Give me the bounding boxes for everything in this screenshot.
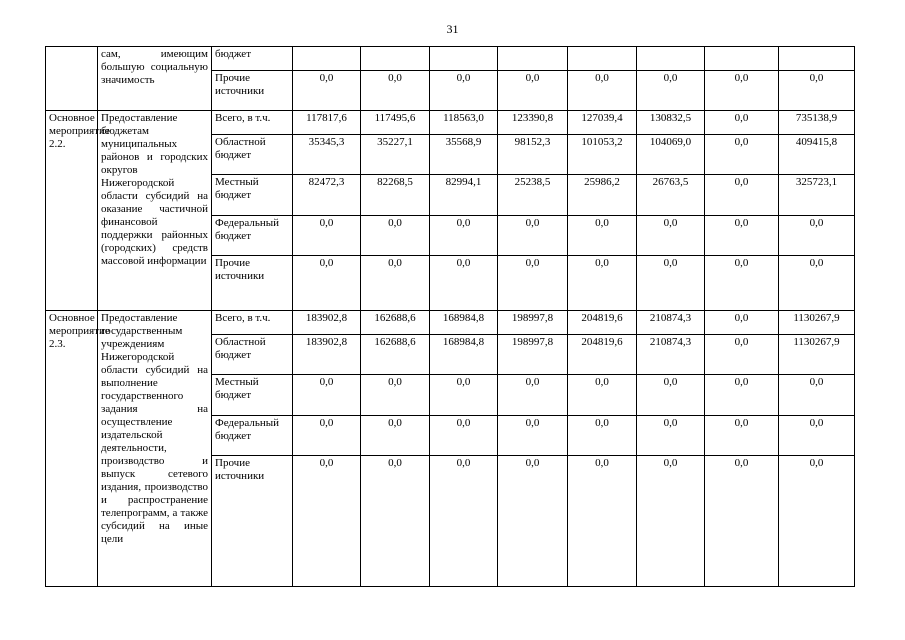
- value-cell: 82268,5: [361, 175, 430, 216]
- value-cell: 0,0: [361, 71, 430, 111]
- value-cell: 0,0: [637, 71, 705, 111]
- value-cell: 0,0: [568, 375, 637, 416]
- value-cell: [705, 47, 779, 71]
- value-cell: 0,0: [361, 456, 430, 587]
- value-cell: 168984,8: [430, 335, 498, 375]
- value-cell: 204819,6: [568, 335, 637, 375]
- value-cell: 0,0: [637, 416, 705, 456]
- value-cell: 0,0: [498, 216, 568, 256]
- value-cell: 0,0: [705, 375, 779, 416]
- value-cell: 0,0: [568, 456, 637, 587]
- value-cell: 0,0: [430, 375, 498, 416]
- value-cell: 26763,5: [637, 175, 705, 216]
- value-cell: [498, 47, 568, 71]
- value-cell: 0,0: [498, 71, 568, 111]
- value-cell: 0,0: [498, 456, 568, 587]
- funding-source-cell: Местный бюджет: [212, 375, 293, 416]
- measure-code-cell: Основное мероприятие 2.2.: [46, 111, 98, 311]
- value-cell: 0,0: [293, 71, 361, 111]
- value-cell: 0,0: [705, 335, 779, 375]
- value-cell: 0,0: [361, 416, 430, 456]
- value-cell: 35568,9: [430, 135, 498, 175]
- page-number: 31: [446, 22, 459, 36]
- value-cell: 0,0: [568, 216, 637, 256]
- value-cell: 735138,9: [779, 111, 855, 135]
- value-cell: [361, 47, 430, 71]
- value-cell: 198997,8: [498, 335, 568, 375]
- value-cell: 0,0: [705, 216, 779, 256]
- value-cell: 0,0: [568, 416, 637, 456]
- value-cell: 0,0: [498, 256, 568, 311]
- measure-description-cell: Предоставление государственным учреждениям Нижегородской области субсидий на выполнение государственного задания на осуществление издательской деятельности, производство и выпуск сетевого издания, производство и распространение телепрограмм, а также субсидий на иные цели: [98, 311, 212, 587]
- value-cell: [637, 47, 705, 71]
- value-cell: 198997,8: [498, 311, 568, 335]
- value-cell: 127039,4: [568, 111, 637, 135]
- value-cell: 0,0: [293, 456, 361, 587]
- value-cell: 0,0: [430, 216, 498, 256]
- funding-source-cell: Областной бюджет: [212, 135, 293, 175]
- value-cell: 118563,0: [430, 111, 498, 135]
- value-cell: 0,0: [705, 175, 779, 216]
- value-cell: 0,0: [705, 311, 779, 335]
- funding-source-cell: Всего, в т.ч.: [212, 111, 293, 135]
- value-cell: 0,0: [779, 456, 855, 587]
- value-cell: 117817,6: [293, 111, 361, 135]
- funding-source-cell: Всего, в т.ч.: [212, 311, 293, 335]
- value-cell: [430, 47, 498, 71]
- table-row: [46, 111, 855, 135]
- value-cell: 0,0: [293, 216, 361, 256]
- value-cell: 0,0: [293, 416, 361, 456]
- value-cell: 0,0: [293, 375, 361, 416]
- value-cell: 0,0: [705, 256, 779, 311]
- value-cell: 0,0: [779, 416, 855, 456]
- value-cell: 117495,6: [361, 111, 430, 135]
- funding-source-cell: Прочие источники: [212, 256, 293, 311]
- value-cell: 0,0: [361, 256, 430, 311]
- value-cell: [293, 47, 361, 71]
- table-row: [46, 311, 855, 335]
- value-cell: 104069,0: [637, 135, 705, 175]
- value-cell: 82472,3: [293, 175, 361, 216]
- value-cell: 98152,3: [498, 135, 568, 175]
- value-cell: 0,0: [705, 135, 779, 175]
- value-cell: 0,0: [637, 256, 705, 311]
- value-cell: 0,0: [293, 256, 361, 311]
- value-cell: 0,0: [779, 375, 855, 416]
- value-cell: 101053,2: [568, 135, 637, 175]
- value-cell: 25986,2: [568, 175, 637, 216]
- value-cell: 0,0: [498, 416, 568, 456]
- value-cell: 82994,1: [430, 175, 498, 216]
- value-cell: 0,0: [705, 71, 779, 111]
- measure-code-cell: Основное мероприятие 2.3.: [46, 311, 98, 587]
- value-cell: 0,0: [430, 416, 498, 456]
- value-cell: 162688,6: [361, 311, 430, 335]
- value-cell: 0,0: [779, 256, 855, 311]
- value-cell: 0,0: [430, 456, 498, 587]
- value-cell: 0,0: [361, 216, 430, 256]
- value-cell: 210874,3: [637, 335, 705, 375]
- value-cell: 325723,1: [779, 175, 855, 216]
- funding-source-cell: Федеральный бюджет: [212, 216, 293, 256]
- funding-source-cell: Прочие источники: [212, 71, 293, 111]
- measure-code-cell: [46, 47, 98, 111]
- value-cell: 0,0: [637, 375, 705, 416]
- value-cell: 1130267,9: [779, 335, 855, 375]
- measure-description-cell: Предоставление бюджетам муниципальных районов и городских округов Нижегородской области субсидий на оказание частичной финансовой поддержки районных (городских) средств массовой информации: [98, 111, 212, 311]
- value-cell: 0,0: [705, 456, 779, 587]
- budget-table: [45, 46, 855, 587]
- funding-source-cell: Областной бюджет: [212, 335, 293, 375]
- value-cell: 0,0: [637, 456, 705, 587]
- table-row: [46, 47, 855, 71]
- value-cell: 0,0: [705, 111, 779, 135]
- value-cell: 0,0: [498, 375, 568, 416]
- value-cell: 0,0: [637, 216, 705, 256]
- value-cell: 162688,6: [361, 335, 430, 375]
- value-cell: 35227,1: [361, 135, 430, 175]
- value-cell: 0,0: [568, 256, 637, 311]
- value-cell: 0,0: [430, 256, 498, 311]
- value-cell: 210874,3: [637, 311, 705, 335]
- value-cell: 183902,8: [293, 335, 361, 375]
- value-cell: 409415,8: [779, 135, 855, 175]
- funding-source-cell: Федеральный бюджет: [212, 416, 293, 456]
- funding-source-cell: Прочие источники: [212, 456, 293, 587]
- value-cell: 0,0: [705, 416, 779, 456]
- value-cell: 0,0: [361, 375, 430, 416]
- value-cell: 25238,5: [498, 175, 568, 216]
- value-cell: 168984,8: [430, 311, 498, 335]
- value-cell: 123390,8: [498, 111, 568, 135]
- funding-source-cell: бюджет: [212, 47, 293, 71]
- value-cell: [568, 47, 637, 71]
- value-cell: 0,0: [779, 216, 855, 256]
- measure-description-cell: сам, имеющим большую социальную значимость: [98, 47, 212, 111]
- value-cell: 1130267,9: [779, 311, 855, 335]
- value-cell: 183902,8: [293, 311, 361, 335]
- funding-source-cell: Местный бюджет: [212, 175, 293, 216]
- value-cell: 35345,3: [293, 135, 361, 175]
- value-cell: 130832,5: [637, 111, 705, 135]
- value-cell: 0,0: [779, 71, 855, 111]
- value-cell: 0,0: [568, 71, 637, 111]
- value-cell: [779, 47, 855, 71]
- value-cell: 204819,6: [568, 311, 637, 335]
- value-cell: 0,0: [430, 71, 498, 111]
